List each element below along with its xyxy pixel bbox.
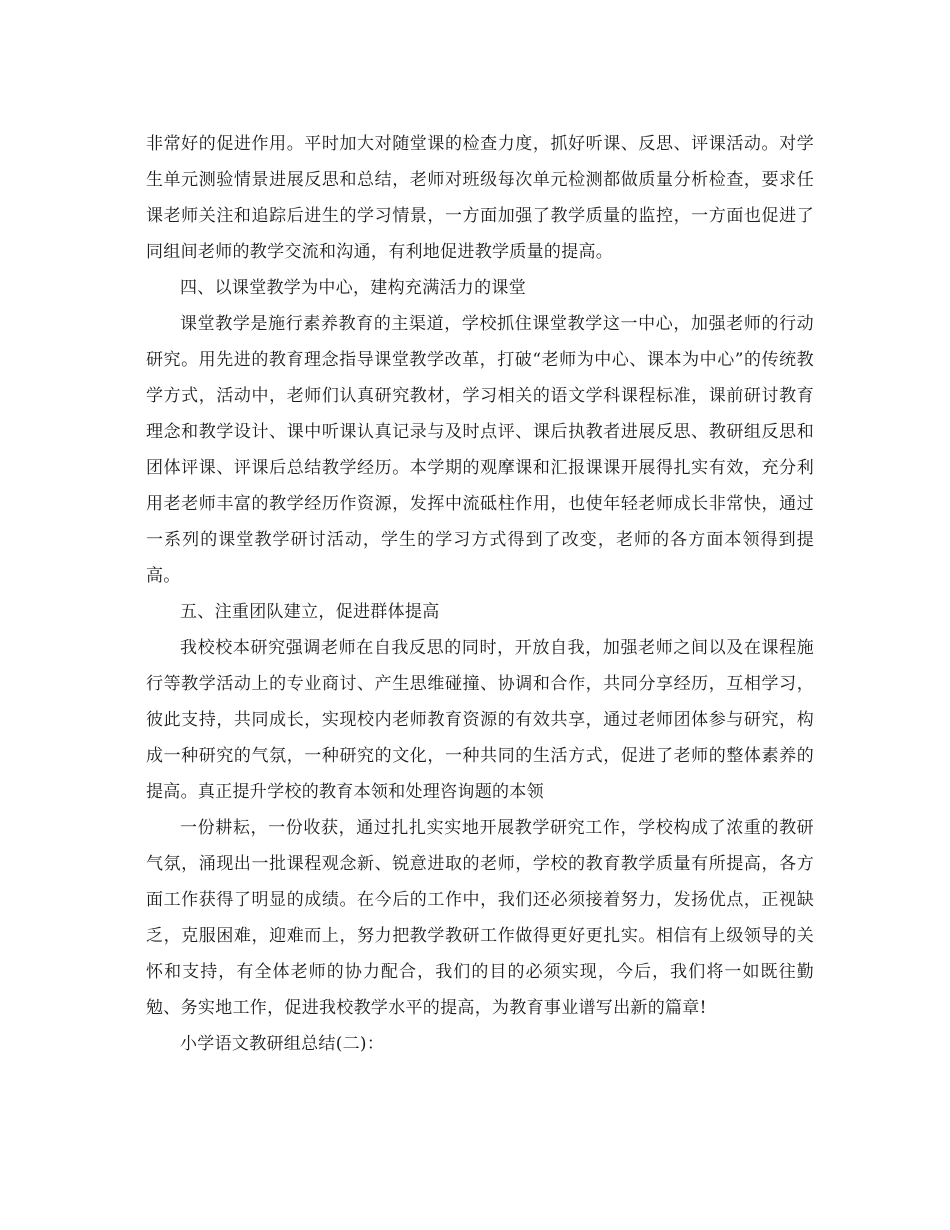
document-body: [146, 126, 814, 1062]
paragraph-school-research: 我校校本研究强调老师在自我反思的同时，开放自我，加强老师之间以及在课程施行等教学活动上的专业商讨、产生思维碰撞、协调和合作，共同分享经历，互相学习，彼此支持，共同成长，实现校内老师教育资源的有效共享，通过老师团体参与研究，构成一种研究的气氛，一种研究的文化，一种共同的生活方式，促进了老师的整体素养的提高。真正提升学校的教育本领和处理咨询题的本领: [146, 638, 814, 802]
section-heading-four: 四、以课堂教学为中心，建构充满活力的课堂: [180, 278, 526, 298]
paragraph-conclusion: 一份耕耘，一份收获，通过扎扎实实地开展教学研究工作，学校构成了浓重的教研气氛，涌现出一批课程观念新、锐意进取的老师，学校的教育教学质量有所提高，各方面工作获得了明显的成绩。在今后的工作中，我们还必须接着努力，发扬优点，正视缺乏，克服困难，迎难而上，努力把教学教研工作做得更好更扎实。相信有上级领导的关怀和支持，有全体老师的协力配合，我们的目的必须实现，今后，我们将一如既往勤勉、务实地工作，促进我校教学水平的提高，为教育事业谱写出新的篇章!: [146, 818, 814, 1018]
document-subtitle-two: 小学语文教研组总结(二)：: [180, 1034, 385, 1054]
paragraph-continuation: 非常好的促进作用。平时加大对随堂课的检查力度，抓好听课、反思、评课活动。对学生单元测验情景进展反思和总结，老师对班级每次单元检测都做质量分析检查，要求任课老师关注和追踪后进生的学习情景，一方面加强了教学质量的监控，一方面也促进了同组间老师的教学交流和沟通，有利地促进教学质量的提高。: [146, 134, 814, 262]
section-heading-five: 五、注重团队建立，促进群体提高: [180, 602, 440, 622]
paragraph-classroom-teaching: 课堂教学是施行素养教育的主渠道，学校抓住课堂教学这一中心，加强老师的行动研究。用先进的教育理念指导课堂教学改革，打破“老师为中心、课本为中心”的传统教学方式，活动中，老师们认真研究教材，学习相关的语文学科课程标准，课前研讨教育理念和教学设计、课中听课认真记录与及时点评、课后执教者进展反思、教研组反思和团体评课、评课后总结教学经历。本学期的观摩课和汇报课课开展得扎实有效，充分利用老老师丰富的教学经历作资源，发挥中流砥柱作用，也使年轻老师成长非常快，通过一系列的课堂教学研讨活动，学生的学习方式得到了改变，老师的各方面本领得到提高。: [146, 314, 814, 586]
